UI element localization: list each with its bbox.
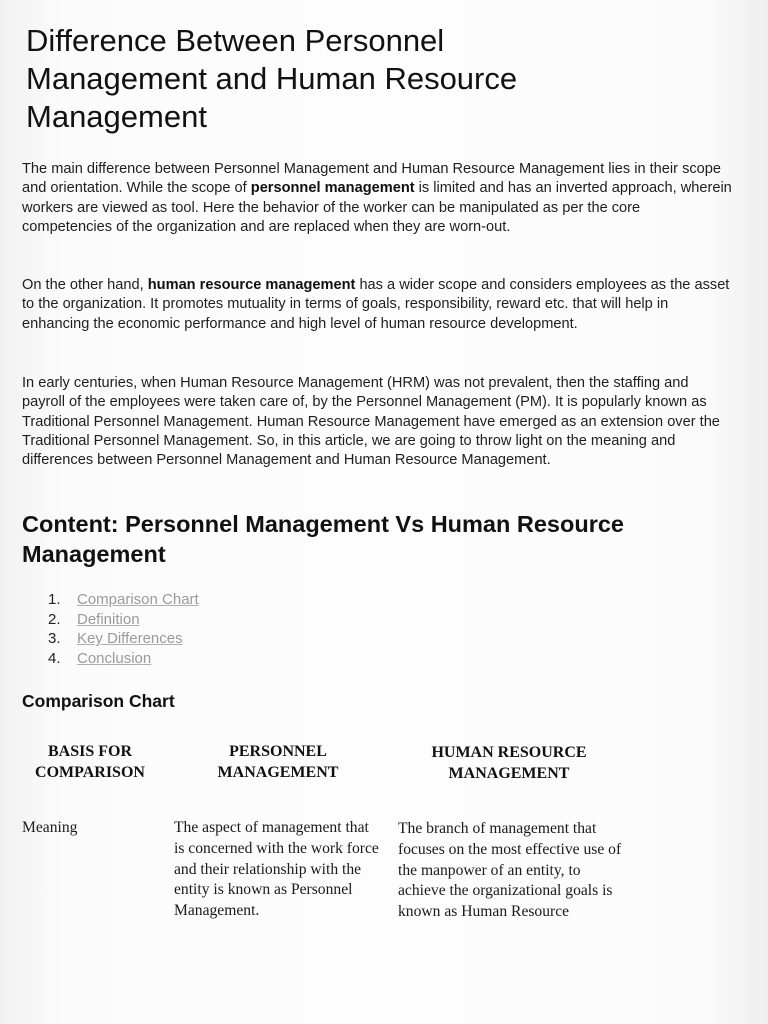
column-header-personnel-management — [200, 741, 356, 783]
para2-text-a: On the other hand, — [22, 277, 148, 293]
column-header-basis-line-2: COMPARISON — [35, 764, 145, 781]
intro-paragraph-3: In early centuries, when Human Resource Management (HRM) was not prevalent, then the staffing and payroll of the employees were taken care of, by the Personnel Management (PM). It is popularly known as Traditional Personnel Management. Human Resource Management have emerged as an extension over the Traditional Personnel Management. So, in this article, we are going to throw light on the meaning and differences between Personnel Management and Human Resource Management. — [22, 375, 720, 469]
table-of-contents — [48, 590, 199, 668]
intro-paragraph-1 — [22, 160, 734, 237]
column-header-basis — [18, 741, 162, 783]
toc-item — [48, 610, 199, 630]
column-header-hrm-line-1: HUMAN RESOURCE — [431, 744, 587, 761]
title-line-1: Difference Between Personnel — [26, 23, 445, 58]
toc-item — [48, 649, 199, 669]
para1-bold-term: personnel management — [250, 180, 415, 197]
para1-text-a: The main difference between Personnel Management and Human Resource Management lies in their scope and orientation. While the scope of — [22, 161, 722, 197]
toc-number: 3. — [48, 630, 61, 648]
toc-link-conclusion[interactable]: Conclusion — [77, 649, 152, 667]
row-meaning-human-resource-management: The branch of management that focuses on the most effective use of the manpower of an entity, to achieve the organizational goals is known as Human Resource — [398, 820, 622, 921]
toc-number: 2. — [48, 610, 61, 628]
toc-link-key-differences[interactable]: Key Differences — [77, 630, 183, 648]
toc-number: 4. — [48, 649, 61, 667]
row-meaning-personnel-management: The aspect of management that is concerned with the work force and their relationship with the entity is known as Personnel Management. — [174, 819, 379, 920]
comparison-chart-heading: Comparison Chart — [22, 691, 175, 711]
article-title — [26, 22, 666, 136]
column-header-hrm-line-2: MANAGEMENT — [448, 765, 570, 782]
content-heading: Content: Personnel Management Vs Human Resource Management — [22, 511, 624, 567]
para2-text-b: has a wider scope and considers employees as the asset to the organization. It promotes mutuality in terms of goals, responsibility, reward etc. that will help in enhancing the economic performance and high level of human resource development. — [22, 277, 730, 332]
toc-number: 1. — [48, 591, 61, 608]
toc-item — [48, 590, 199, 610]
column-header-human-resource-management — [408, 742, 610, 784]
toc-item — [48, 629, 199, 649]
title-line-2: Management and Human Resource — [26, 61, 518, 96]
column-header-basis-line-1: BASIS FOR — [47, 743, 133, 760]
title-line-3: Management — [26, 99, 207, 134]
row-meaning-basis: Meaning — [22, 819, 78, 836]
toc-link-definition[interactable]: Definition — [77, 610, 140, 628]
intro-paragraph-2 — [22, 276, 734, 334]
column-header-pm-line-1: PERSONNEL — [229, 743, 327, 760]
toc-link-comparison-chart[interactable]: Comparison Chart — [77, 591, 199, 608]
para2-bold-term: human resource management — [147, 277, 356, 293]
para1-text-b: is limited and has an inverted approach, wherein workers are viewed as tool. Here the behavior of the worker can be manipulated as per the core competencies of the organization and are replaced when they are worn-out. — [22, 180, 732, 235]
column-header-pm-line-2: MANAGEMENT — [217, 764, 339, 781]
